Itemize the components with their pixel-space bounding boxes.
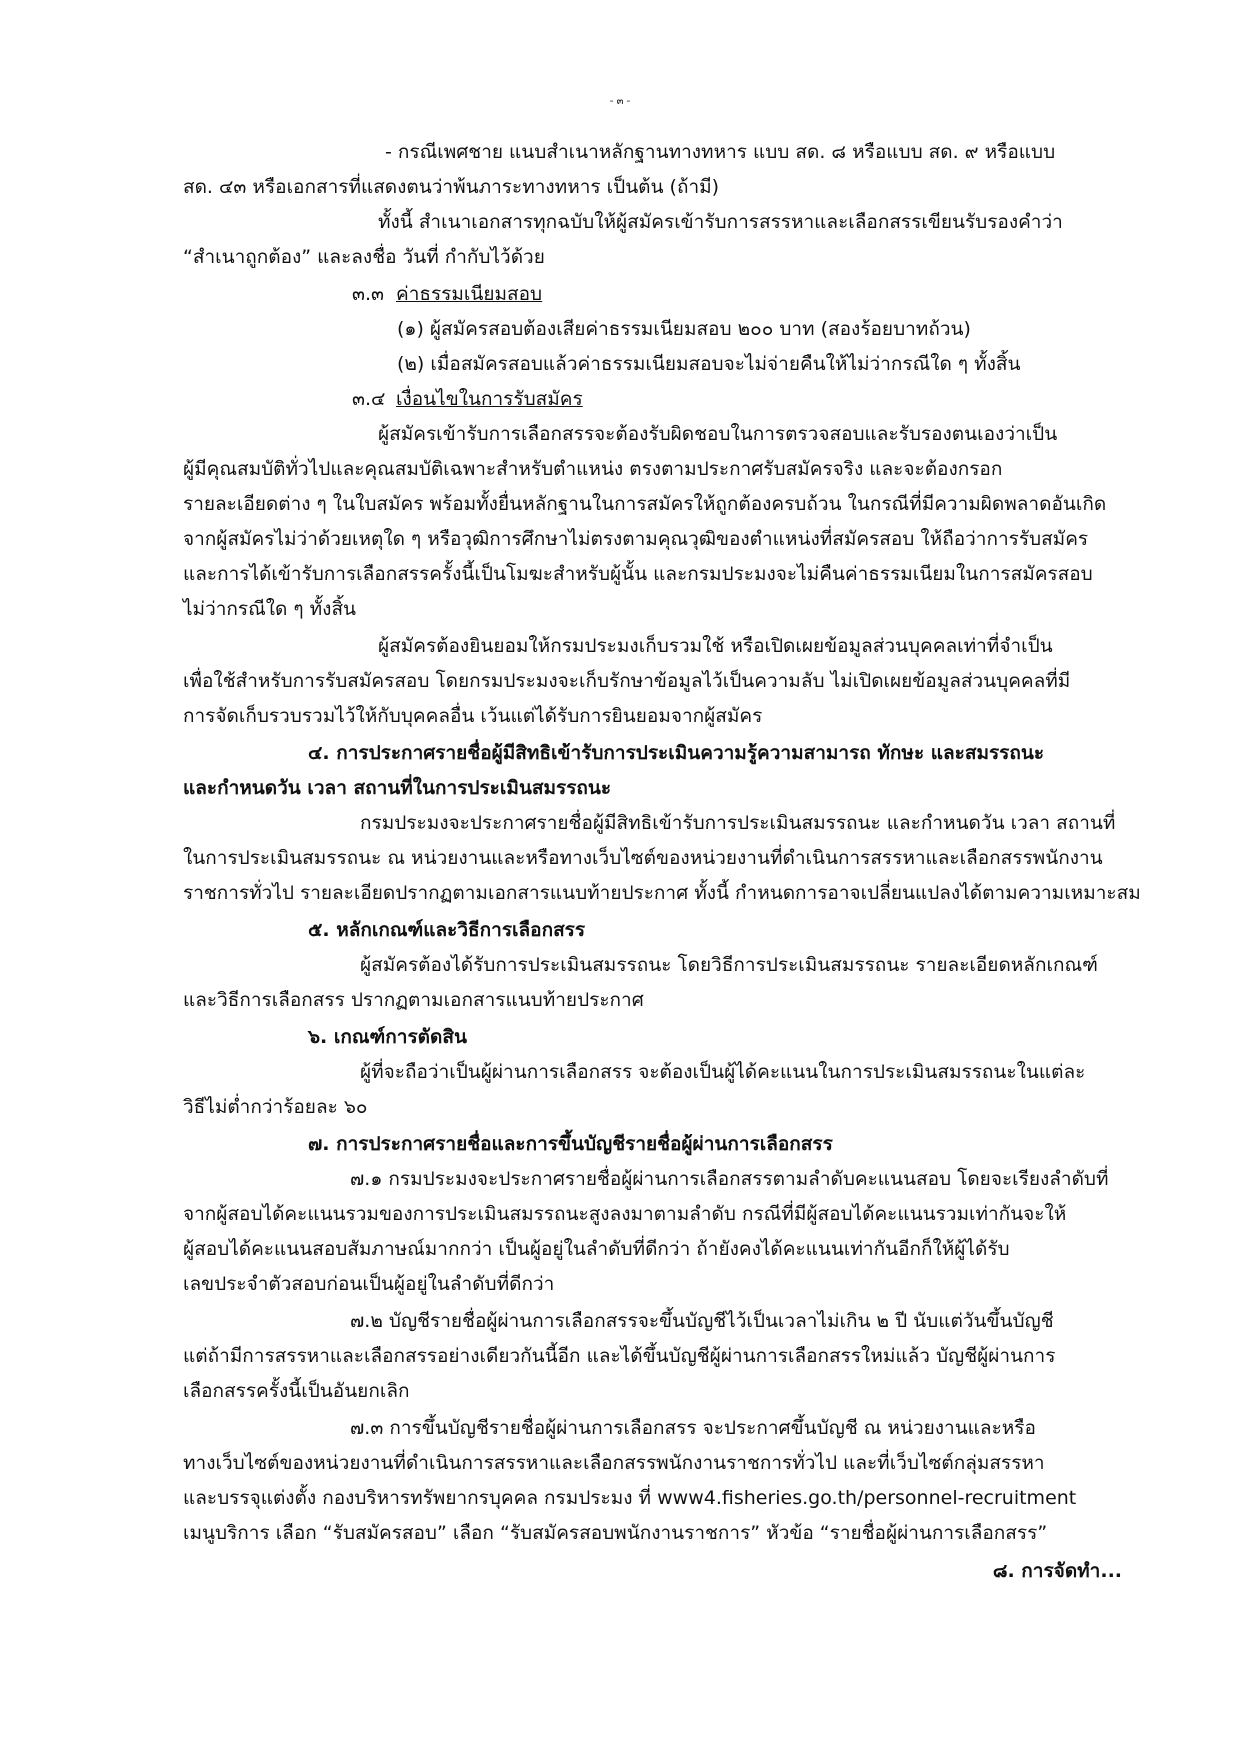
text-line: ผู้สอบได้คะแนนสอบสัมภาษณ์มากกว่า เป็นผู้อยู่ในลำดับที่ดีกว่า ถ้ายังคงได้คะแนนเท่ากันอีกก็ให้ผู้ได้รับ	[183, 1238, 1010, 1260]
text-line: (๑) ผู้สมัครสอบต้องเสียค่าธรรมเนียมสอบ ๒๐๐ บาท (สองร้อยบาทถ้วน)	[397, 318, 971, 340]
text-line: ไม่ว่ากรณีใด ๆ ทั้งสิ้น	[183, 598, 357, 620]
section-heading: ๕. หลักเกณฑ์และวิธีการเลือกสรร	[308, 919, 586, 941]
text-line: รายละเอียดต่าง ๆ ในใบสมัคร พร้อมทั้งยื่นหลักฐานในการสมัครให้ถูกต้องครบถ้วน ในกรณีที่มีความผิดพลาดอันเกิด	[183, 493, 1107, 515]
text-line: เลือกสรรครั้งนี้เป็นอันยกเลิก	[183, 1380, 410, 1402]
section-heading: และกำหนดวัน เวลา สถานที่ในการประเมินสมรรถนะ	[183, 777, 612, 799]
text-line: ผู้สมัครต้องยินยอมให้กรมประมงเก็บรวมใช้ หรือเปิดเผยข้อมูลส่วนบุคคลเท่าที่จำเป็น	[378, 635, 1053, 657]
text-line: สด. ๔๓ หรือเอกสารที่แสดงตนว่าพ้นภาระทางทหาร เป็นต้น (ถ้ามี)	[183, 176, 720, 198]
text-line: ผู้มีคุณสมบัติทั่วไปและคุณสมบัติเฉพาะสำหรับตำแหน่ง ตรงตามประกาศรับสมัครจริง และจะต้องกรอก	[183, 458, 1003, 480]
text-line: กรมประมงจะประกาศรายชื่อผู้มีสิทธิเข้ารับการประเมินสมรรถนะ และกำหนดวัน เวลา สถานที่	[360, 812, 1116, 834]
continuation-text: ๘. การจัดทำ...	[992, 1560, 1122, 1582]
text-line: ผู้สมัครต้องได้รับการประเมินสมรรถนะ โดยวิธีการประเมินสมรรถนะ รายละเอียดหลักเกณฑ์	[360, 954, 1098, 976]
section-heading: เงื่อนไขในการรับสมัคร	[396, 388, 583, 410]
section-number: ๓.๔	[352, 388, 386, 410]
section-heading: ๗. การประกาศรายชื่อและการขึ้นบัญชีรายชื่อผู้ผ่านการเลือกสรร	[308, 1133, 833, 1155]
text-line: - กรณีเพศชาย แนบสำเนาหลักฐานทางทหาร แบบ สด. ๘ หรือแบบ สด. ๙ หรือแบบ	[385, 141, 1056, 163]
text-line: ๗.๒ บัญชีรายชื่อผู้ผ่านการเลือกสรรจะขึ้นบัญชีไว้เป็นเวลาไม่เกิน ๒ ปี นับแต่วันขึ้นบัญชี	[350, 1310, 1054, 1332]
section-heading: ๖. เกณฑ์การตัดสิน	[308, 1026, 467, 1048]
text-line: เมนูบริการ เลือก “รับสมัครสอบ” เลือก “รับสมัครสอบพนักงานราชการ” หัวข้อ “รายชื่อผู้ผ่านการเลือกสรร”	[183, 1522, 1048, 1544]
text-line: จากผู้สอบได้คะแนนรวมของการประเมินสมรรถนะสูงลงมาตามลำดับ กรณีที่มีผู้สอบได้คะแนนรวมเท่ากันจะให้	[183, 1203, 1067, 1225]
text-line: ผู้ที่จะถือว่าเป็นผู้ผ่านการเลือกสรร จะต้องเป็นผู้ได้คะแนนในการประเมินสมรรถนะในแต่ละ	[360, 1061, 1086, 1083]
text-line: ทางเว็บไซต์ของหน่วยงานที่ดำเนินการสรรหาและเลือกสรรพนักงานราชการทั่วไป และที่เว็บไซต์กลุ่มสรรหา	[183, 1452, 1045, 1474]
text-line: ทั้งนี้ สำเนาเอกสารทุกฉบับให้ผู้สมัครเข้ารับการสรรหาและเลือกสรรเขียนรับรองคำว่า	[378, 211, 1063, 233]
text-line: ผู้สมัครเข้ารับการเลือกสรรจะต้องรับผิดชอบในการตรวจสอบและรับรองตนเองว่าเป็น	[378, 423, 1058, 445]
text-line: ราชการทั่วไป รายละเอียดปรากฏตามเอกสารแนบท้ายประกาศ ทั้งนี้ กำหนดการอาจเปลี่ยนแปลงได้ตามความเหมาะสม	[183, 882, 1141, 904]
section-heading: ค่าธรรมเนียมสอบ	[396, 283, 543, 305]
section-number: ๓.๓	[352, 283, 385, 305]
text-line: ในการประเมินสมรรถนะ ณ หน่วยงานและหรือทางเว็บไซต์ของหน่วยงานที่ดำเนินการสรรหาและเลือกสรรพนักงาน	[183, 847, 1103, 869]
text-line: และบรรจุแต่งตั้ง กองบริหารทรัพยากรบุคคล กรมประมง ที่ www4.fisheries.go.th/personnel-recruitment	[183, 1487, 1077, 1509]
text-line: (๒) เมื่อสมัครสอบแล้วค่าธรรมเนียมสอบจะไม่จ่ายคืนให้ไม่ว่ากรณีใด ๆ ทั้งสิ้น	[397, 353, 1021, 375]
text-line: และการได้เข้ารับการเลือกสรรครั้งนี้เป็นโมฆะสำหรับผู้นั้น และกรมประมงจะไม่คืนค่าธรรมเนียมในการสมัครสอบ	[183, 563, 1093, 585]
text-line: จากผู้สมัครไม่ว่าด้วยเหตุใด ๆ หรือวุฒิการศึกษาไม่ตรงตามคุณวุฒิของตำแหน่งที่สมัครสอบ ให้ถือว่าการรับสมัคร	[183, 528, 1089, 550]
text-line: ๗.๑ กรมประมงจะประกาศรายชื่อผู้ผ่านการเลือกสรรตามลำดับคะแนนสอบ โดยจะเรียงลำดับที่	[350, 1168, 1109, 1190]
text-line: การจัดเก็บรวบรวมไว้ให้กับบุคคลอื่น เว้นแต่ได้รับการยินยอมจากผู้สมัคร	[183, 705, 763, 727]
text-line: “สำเนาถูกต้อง” และลงชื่อ วันที่ กำกับไว้ด้วย	[183, 246, 545, 268]
text-line: ๗.๓ การขึ้นบัญชีรายชื่อผู้ผ่านการเลือกสรร จะประกาศขึ้นบัญชี ณ หน่วยงานและหรือ	[350, 1417, 1036, 1439]
text-line: เพื่อใช้สำหรับการรับสมัครสอบ โดยกรมประมงจะเก็บรักษาข้อมูลไว้เป็นความลับ ไม่เปิดเผยข้อมูลส่วนบุคคลที่มี	[183, 670, 1071, 692]
page-number: - ๓ -	[609, 96, 631, 107]
text-line: วิธีไม่ต่ำกว่าร้อยละ ๖๐	[183, 1096, 368, 1118]
text-line: และวิธีการเลือกสรร ปรากฏตามเอกสารแนบท้ายประกาศ	[183, 989, 644, 1011]
text-line: แต่ถ้ามีการสรรหาและเลือกสรรอย่างเดียวกันนี้อีก และได้ขึ้นบัญชีผู้ผ่านการเลือกสรรใหม่แล้ว บัญชีผู้ผ่านการ	[183, 1345, 1056, 1367]
section-heading: ๔. การประกาศรายชื่อผู้มีสิทธิเข้ารับการประเมินความรู้ความสามารถ ทักษะ และสมรรถนะ	[308, 742, 1045, 764]
text-line: เลขประจำตัวสอบก่อนเป็นผู้อยู่ในลำดับที่ดีกว่า	[183, 1273, 555, 1295]
